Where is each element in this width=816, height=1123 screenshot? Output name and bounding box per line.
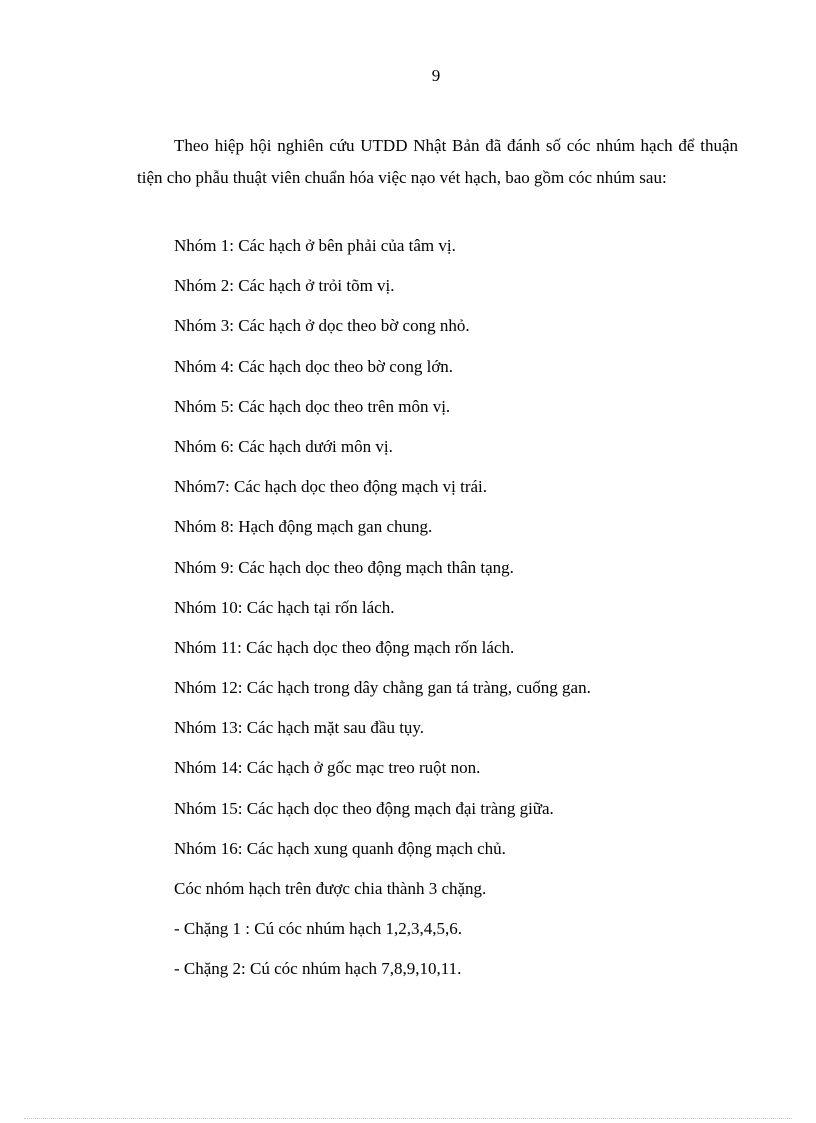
stage-summary: Cóc nhóm hạch trên được chia thành 3 chặng.	[174, 879, 487, 898]
list-item: Nhóm 15: Các hạch dọc theo động mạch đại tràng giữa.	[174, 798, 554, 818]
list-item: Nhóm 6: Các hạch dưới môn vị.	[174, 436, 393, 456]
list-item: Nhóm 5: Các hạch dọc theo trên môn vị.	[174, 396, 451, 416]
list-item: Nhóm 13: Các hạch mặt sau đầu tụy.	[174, 718, 425, 738]
list-item: Nhóm 12: Các hạch trong dây chằng gan tá tràng, cuống gan.	[174, 678, 591, 698]
page-number: 9	[431, 66, 441, 85]
lymph-node-group-list	[174, 235, 734, 999]
stage-1: - Chặng 1 : Cú cóc nhúm hạch 1,2,3,4,5,6.	[174, 919, 463, 939]
list-item: Nhóm 8: Hạch động mạch gan chung.	[174, 517, 433, 537]
list-item: Nhóm 3: Các hạch ở dọc theo bờ cong nhỏ.	[174, 316, 470, 336]
list-item: Nhóm 9: Các hạch dọc theo động mạch thân tạng.	[174, 557, 514, 577]
page-bottom-divider	[24, 1118, 792, 1119]
list-item: Nhóm 14: Các hạch ở gốc mạc treo ruột non.	[174, 758, 481, 778]
list-item: Nhóm 10: Các hạch tại rốn lách.	[174, 597, 395, 617]
list-item: Nhóm 2: Các hạch ở trỏi tõm vị.	[174, 276, 395, 296]
list-item: Nhóm 1: Các hạch ở bên phải của tâm vị.	[174, 236, 456, 255]
list-item: Nhóm 16: Các hạch xung quanh động mạch chủ.	[174, 838, 506, 858]
intro-paragraph: Theo hiệp hội nghiên cứu UTDD Nhật Bản đã đánh số cóc nhúm hạch để thuận tiện cho phẫu thuật viên chuẩn hóa việc nạo vét hạch, bao gồm cóc nhúm sau:	[137, 136, 738, 187]
list-item: Nhóm 4: Các hạch dọc theo bờ cong lớn.	[174, 356, 454, 376]
list-item: Nhóm7: Các hạch dọc theo động mạch vị trái.	[174, 477, 487, 497]
list-item: Nhóm 11: Các hạch dọc theo động mạch rốn lách.	[174, 637, 515, 657]
stage-2: - Chặng 2: Cú cóc nhúm hạch 7,8,9,10,11.	[174, 959, 462, 979]
